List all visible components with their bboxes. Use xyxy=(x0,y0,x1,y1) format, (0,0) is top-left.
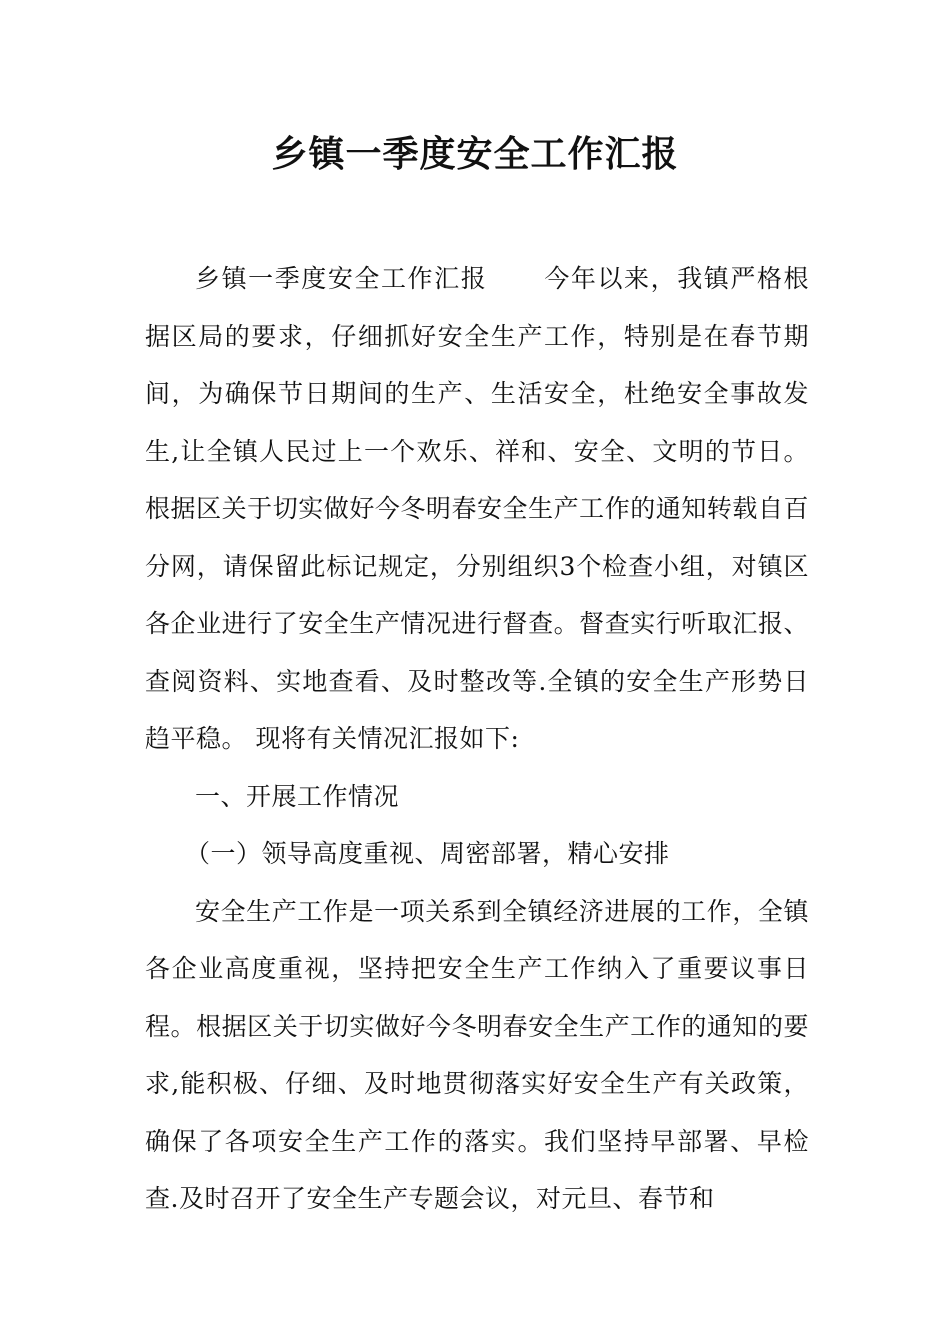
intro-lead: 乡镇一季度安全工作汇报 xyxy=(195,264,488,293)
section-heading: 一、开展工作情况 xyxy=(195,781,400,811)
intro-body: 今年以来，我镇严格根据区局的要求，仔细抓好安全生产工作，特别是在春节期间，为确保节日期间的生产、生活安全，杜绝安全事故发生,让全镇人民过上一个欢乐、祥和、安全、文明的节日。根据区关于切实做好今冬明春安全生产工作的通知转载自百分网，请保留此标记规定，分别组织3个检查小组，对镇区各企业进行了安全生产情况进行督查。督查实行听取汇报、查阅资料、实地查看、及时整改等.全镇的安全生产形势日趋平稳。 现将有关情况汇报如下: xyxy=(145,264,809,753)
intro-paragraph xyxy=(145,250,809,768)
body-paragraph: 安全生产工作是一项关系到全镇经济进展的工作，全镇各企业高度重视，坚持把安全生产工作纳入了重要议事日程。根据区关于切实做好今冬明春安全生产工作的通知的要求,能积极、仔细、及时地贯彻落实好安全生产有关政策，确保了各项安全生产工作的落实。我们坚持早部署、早检查.及时召开了安全生产专题会议，对元旦、春节和 xyxy=(145,896,809,1213)
subsection-heading: （一）领导高度重视、周密部署，精心安排 xyxy=(185,839,670,868)
document-title: 乡镇一季度安全工作汇报 xyxy=(271,133,679,175)
document-body xyxy=(145,250,809,1228)
